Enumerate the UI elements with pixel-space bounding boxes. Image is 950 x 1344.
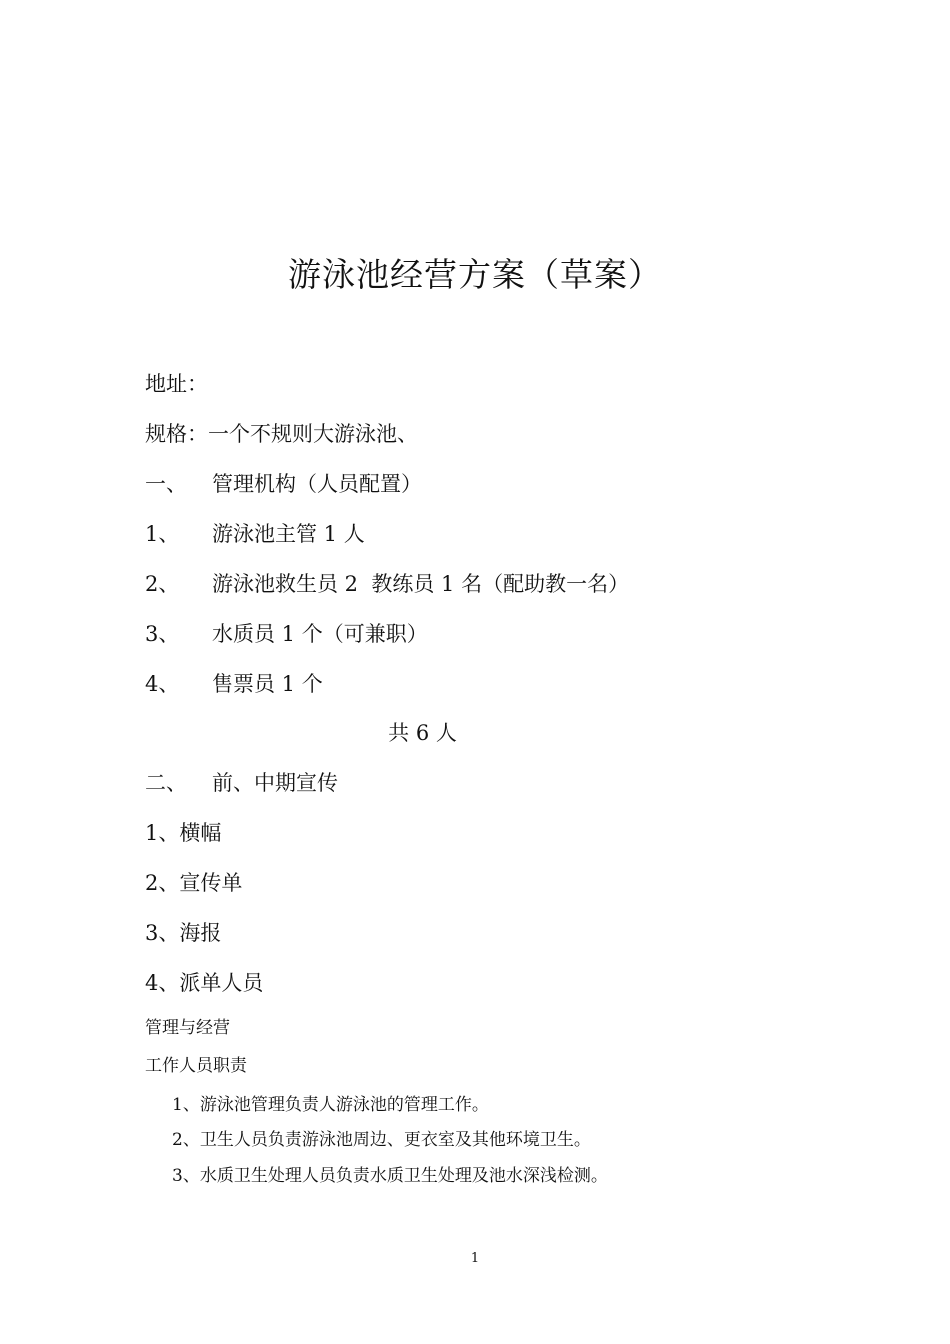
address-line: 地址： [145,372,208,396]
staff-item [145,519,365,549]
section-2-title: 前、中期宣传 [212,771,338,795]
management-heading: 管理与经营 [145,1018,230,1038]
page-number: 1 [470,1251,480,1266]
promotion-item: 4、派单人员 [145,971,264,995]
staff-total: 共 6 人 [388,721,457,745]
section-1-number: 一、 [145,472,187,496]
staff-item [145,669,323,699]
duty-item: 3、水质卫生处理人员负责水质卫生处理及池水深浅检测。 [172,1166,608,1186]
staff-item [145,619,428,649]
promotion-item: 2、宣传单 [145,871,243,895]
promotion-item: 1、横幅 [145,821,222,845]
section-1-heading [145,469,422,499]
staff-item-number: 4、 [145,672,180,696]
staff-item-text: 游泳池主管 1 人 [212,522,365,546]
document-title: 游泳池经营方案（草案） [288,255,662,294]
staff-item-text: 售票员 1 个 [212,672,323,696]
staff-item-number: 3、 [145,622,180,646]
section-1-title: 管理机构（人员配置） [212,472,422,496]
duty-item: 1、游泳池管理负责人游泳池的管理工作。 [172,1095,489,1115]
section-2-number: 二、 [145,771,187,795]
staff-item-text: 水质员 1 个（可兼职） [212,622,428,646]
staff-item [145,569,629,599]
staff-item-number: 1、 [145,522,180,546]
staff-item-text: 游泳池救生员 2 教练员 1 名（配助教一名） [212,572,630,596]
spec-line: 规格：一个不规则大游泳池、 [145,422,418,446]
duty-item: 2、卫生人员负责游泳池周边、更衣室及其他环境卫生。 [172,1130,591,1150]
staff-item-number: 2、 [145,572,180,596]
promotion-item: 3、海报 [145,921,222,945]
section-2-heading [145,768,338,798]
duties-heading: 工作人员职责 [145,1056,247,1076]
